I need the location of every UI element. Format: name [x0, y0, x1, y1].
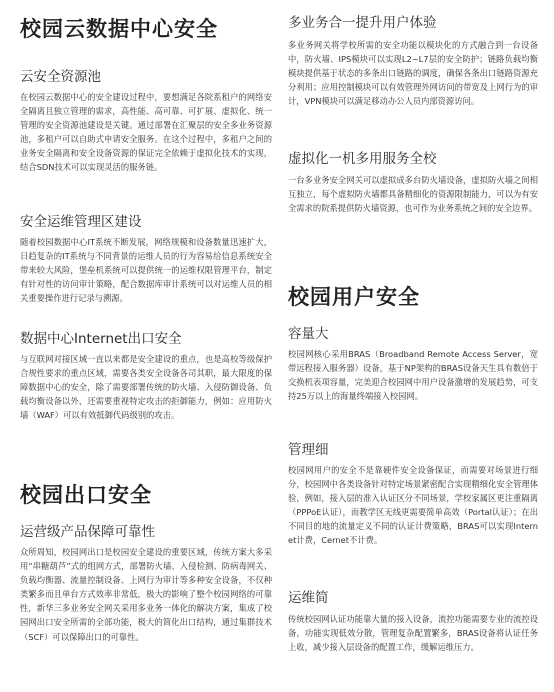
heading-fine-management: 管理细 [288, 442, 329, 458]
section-title-campus-user-security: 校园用户安全 [288, 285, 420, 309]
text-carrier-grade-reliability: 众所周知，校园网出口是校园安全建设的重要区域，传统方案大多采用“串糖葫芦”式的组网方式，部署防火墙、入侵检测、防病毒网关、负载均衡器、流量控制设备、上网行为审计等多种安全设备，不仅种类繁多而且单台方式效率非常低，极大的影响了整个校园网络的可靠性，新华三多业务安全网关采用多业务一体化的解决方案，集成了校园网出口安全所需的全部功能，极大的简化出口结构，通过集群技术（SCF）可以保障出口的可靠性。 [20, 547, 272, 642]
section-title-campus-egress-security: 校园出口安全 [20, 483, 152, 507]
heading-large-capacity: 容量大 [288, 326, 329, 342]
heading-carrier-grade-reliability: 运营级产品保障可靠性 [20, 524, 155, 540]
text-security-ops-zone: 随着校园数据中心IT系统不断发展，网络规模和设备数量迅速扩大，日趋复杂的IT系统与不同背景的运维人员的行为容易给信息系统安全带来较大风险，堡垒机系统可以提供统一的运维权限管理平台，制定有针对性的访问审计策略，配合数据库审计系统可以对运维人员的相关重要操作进行记录与溯源。 [20, 237, 272, 304]
heading-cloud-security-pool: 云安全资源池 [20, 69, 101, 85]
text-multi-service-ux: 多业务网关将学校所需的安全功能以模块化的方式融合到一台设备中，防火墙、IPS模块可以实现L2~L7层的安全防护；链路负载均衡模块提供基于状态的多条出口链路的调度，确保各条出口链路资源充分利用；应用控制模块可以有效管理外网访问的带宽及上网行为的审计，VPN模块可以满足移动办公人员内部资源访问。 [288, 40, 538, 107]
text-virtualization: 一台多业务安全网关可以虚拟成多台防火墙设备，虚拟防火墙之间相互独立，每个虚拟防火墙都具备精细化的资源限制能力，可以为有安全需求的院系提供防火墙资源，也可作为业务系统之间的安全边界。 [288, 175, 538, 214]
section-title-campus-cloud-dc-security: 校园云数据中心安全 [20, 17, 218, 41]
heading-virtualization: 虚拟化一机多用服务全校 [288, 151, 437, 167]
text-dc-internet-egress: 与互联网对接区域一直以来都是安全建设的重点，也是高校等级保护合规性要求的重点区域，需要各类安全设备各司其职，最大限度的保障数据中心的安全，除了需要部署传统的防火墙、入侵防御设备、负载均衡设备以外，还需要重视特定攻击的拒御能力，例如：应用防火墙（WAF）可以有效抵御代码级别的攻击。 [20, 354, 272, 421]
heading-multi-service-ux: 多业务合一提升用户体验 [288, 15, 437, 31]
text-cloud-security-pool: 在校园云数据中心的安全建设过程中，要想满足各院系租户的网络安全隔离且独立管理的需求，高性能、高可靠、可扩展、虚拟化、统一管理的安全资源池建设是关键。通过部署在汇聚层的安全多业务资源池，多租户可以自助式申请安全服务。在这个过程中，多租户之间的业务安全隔离和安全设备资源的保证完全依赖于虚拟化技术的实现，结合SDN技术可以实现灵活的服务链。 [20, 92, 272, 173]
text-simple-ops: 传统校园网认证功能靠大量的接入设备，流控功能需要专业的流控设备，功能实现低效分散，管理复杂配置繁多，BRAS设备将认证任务上收，减少接入层设备的配置工作，缓解运维压力。 [288, 614, 538, 653]
heading-simple-ops: 运维简 [288, 590, 329, 606]
text-fine-management: 校园网用户的安全不是靠硬件安全设备保证，而需要对场景进行细分，校园网中各类设备针对特定场景紧密配合实现精细化安全管理体验，例如，接入层的准入认证区分不同场景，学校家属区更注重隔离（PPPoE认证），而教学区无线更需要简单高效（Portal认证）；在出不同目的地的流量定义不同的认证计费策略，BRAS可以实现Internet计费，Cernet不计费。 [288, 465, 538, 546]
heading-dc-internet-egress: 数据中心Internet出口安全 [20, 331, 182, 347]
text-large-capacity: 校园网核心采用BRAS（Broadband Remote Access Server，宽带远程接入服务器）设备，基于NP架构的BRAS设备天生具有数倍于交换机表项容量，完美迎合校园网中用户设备激增的发展趋势，可支持25万以上的海量终端接入校园网。 [288, 349, 538, 402]
heading-security-ops-zone: 安全运维管理区建设 [20, 214, 142, 230]
